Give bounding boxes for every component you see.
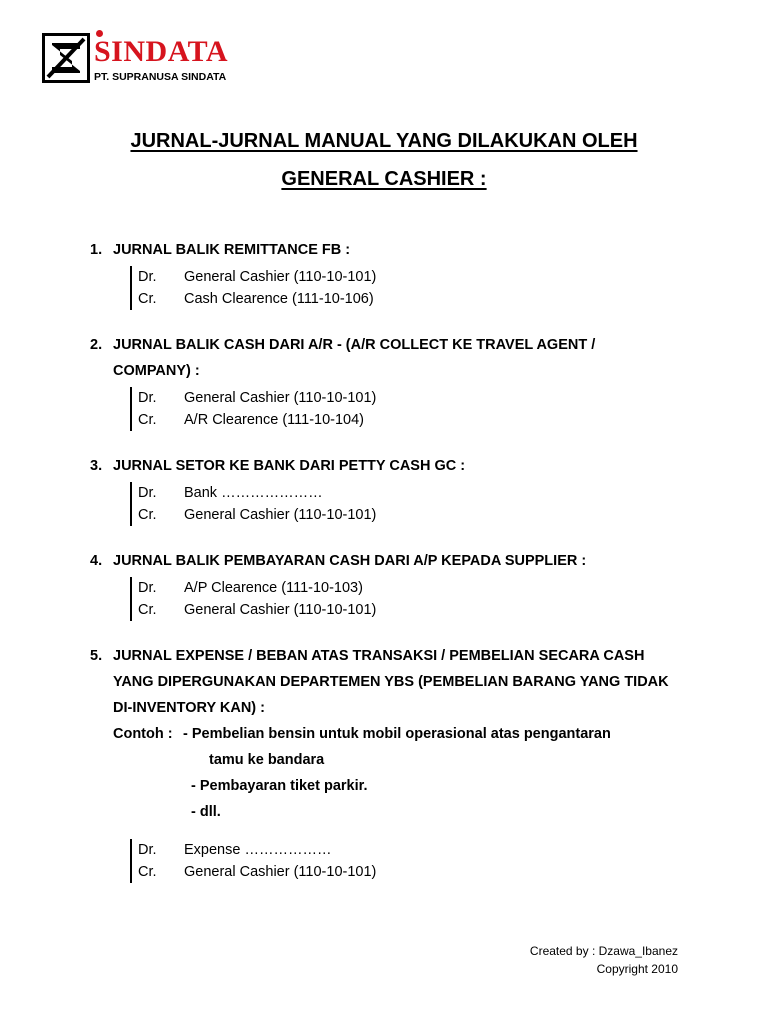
journal-entries [130,839,700,883]
item-heading-line1: JURNAL EXPENSE / BEBAN ATAS TRANSAKSI / PEMBELIAN SECARA CASH [113,648,645,664]
footer [530,942,678,978]
entry-side: Cr. [138,507,157,523]
footer-copyright: Copyright 2010 [596,962,678,976]
document-title-line1: JURNAL-JURNAL MANUAL YANG DILAKUKAN OLEH [130,130,638,152]
entry-row [138,839,700,861]
journal-item-3 [90,453,700,526]
item-number: 4. [90,553,103,569]
example-label: Contoh : [113,726,173,742]
entry-account: A/P Clearence (111-10-103) [184,580,363,596]
entry-account: Cash Clearence (111-10-106) [184,291,374,307]
item-number: 3. [90,458,103,474]
example-item: - Pembelian bensin untuk mobil operasional atas pengantaran [183,726,611,742]
footer-created-by: Created by : Dzawa_Ibanez [529,944,678,958]
journal-entries [130,387,700,431]
entry-side: Dr. [138,580,157,596]
entry-row [138,577,700,599]
item-heading-line3: DI-INVENTORY KAN) : [113,700,265,716]
entry-row [138,288,700,310]
entry-row [138,387,700,409]
entry-side: Cr. [138,291,157,307]
entry-account: A/R Clearence (111-10-104) [184,412,364,428]
company-logo [42,33,242,85]
entry-account: General Cashier (110-10-101) [184,390,377,406]
entry-row [138,409,700,431]
entry-side: Dr. [138,485,157,501]
entry-side: Dr. [138,269,157,285]
journal-entries [130,266,700,310]
entry-side: Dr. [138,842,157,858]
item-heading [90,548,700,574]
logo-name: SINDATA [94,35,229,68]
item-number: 5. [90,648,103,664]
item-heading [90,643,700,721]
item-number: 2. [90,337,103,353]
entry-account: General Cashier (110-10-101) [184,864,377,880]
entry-side: Dr. [138,390,157,406]
journal-entries [130,577,700,621]
item-heading [90,332,700,384]
item-number: 1. [90,242,103,258]
journal-item-4 [90,548,700,621]
entry-account: Expense ……………… [184,842,332,858]
entry-row [138,482,700,504]
entry-side: Cr. [138,864,157,880]
journal-entries [130,482,700,526]
entry-row [138,861,700,883]
item-heading-text: JURNAL BALIK REMITTANCE FB : [113,242,351,258]
entry-row [138,504,700,526]
journal-item-2 [90,332,700,431]
entry-side: Cr. [138,602,157,618]
item-heading-text: JURNAL SETOR KE BANK DARI PETTY CASH GC : [113,458,466,474]
item-heading-line2: COMPANY) : [113,363,200,379]
entry-side: Cr. [138,412,157,428]
entry-account: General Cashier (110-10-101) [184,602,377,618]
entry-row [138,266,700,288]
journal-item-1 [90,237,700,310]
entry-account: General Cashier (110-10-101) [184,507,377,523]
sindata-logo-icon [42,33,90,83]
example-item: - dll. [191,804,221,820]
logo-company: PT. SUPRANUSA SINDATA [94,71,227,83]
entry-row [138,599,700,621]
entry-account: General Cashier (110-10-101) [184,269,377,285]
item-heading-line1: JURNAL BALIK CASH DARI A/R - (A/R COLLECT KE TRAVEL AGENT / [113,337,596,353]
example-block [113,721,700,825]
example-item: - Pembayaran tiket parkir. [191,778,368,794]
journal-item-5 [90,643,700,883]
item-heading [90,453,700,479]
entry-account: Bank ………………… [184,485,323,501]
example-item-continuation: tamu ke bandara [209,752,325,768]
item-heading-text: JURNAL BALIK PEMBAYARAN CASH DARI A/P KEPADA SUPPLIER : [113,553,587,569]
document-title-line2: GENERAL CASHIER : [281,168,487,190]
item-heading-line2: YANG DIPERGUNAKAN DEPARTEMEN YBS (PEMBELIAN BARANG YANG TIDAK [113,674,669,690]
item-heading [90,237,700,263]
